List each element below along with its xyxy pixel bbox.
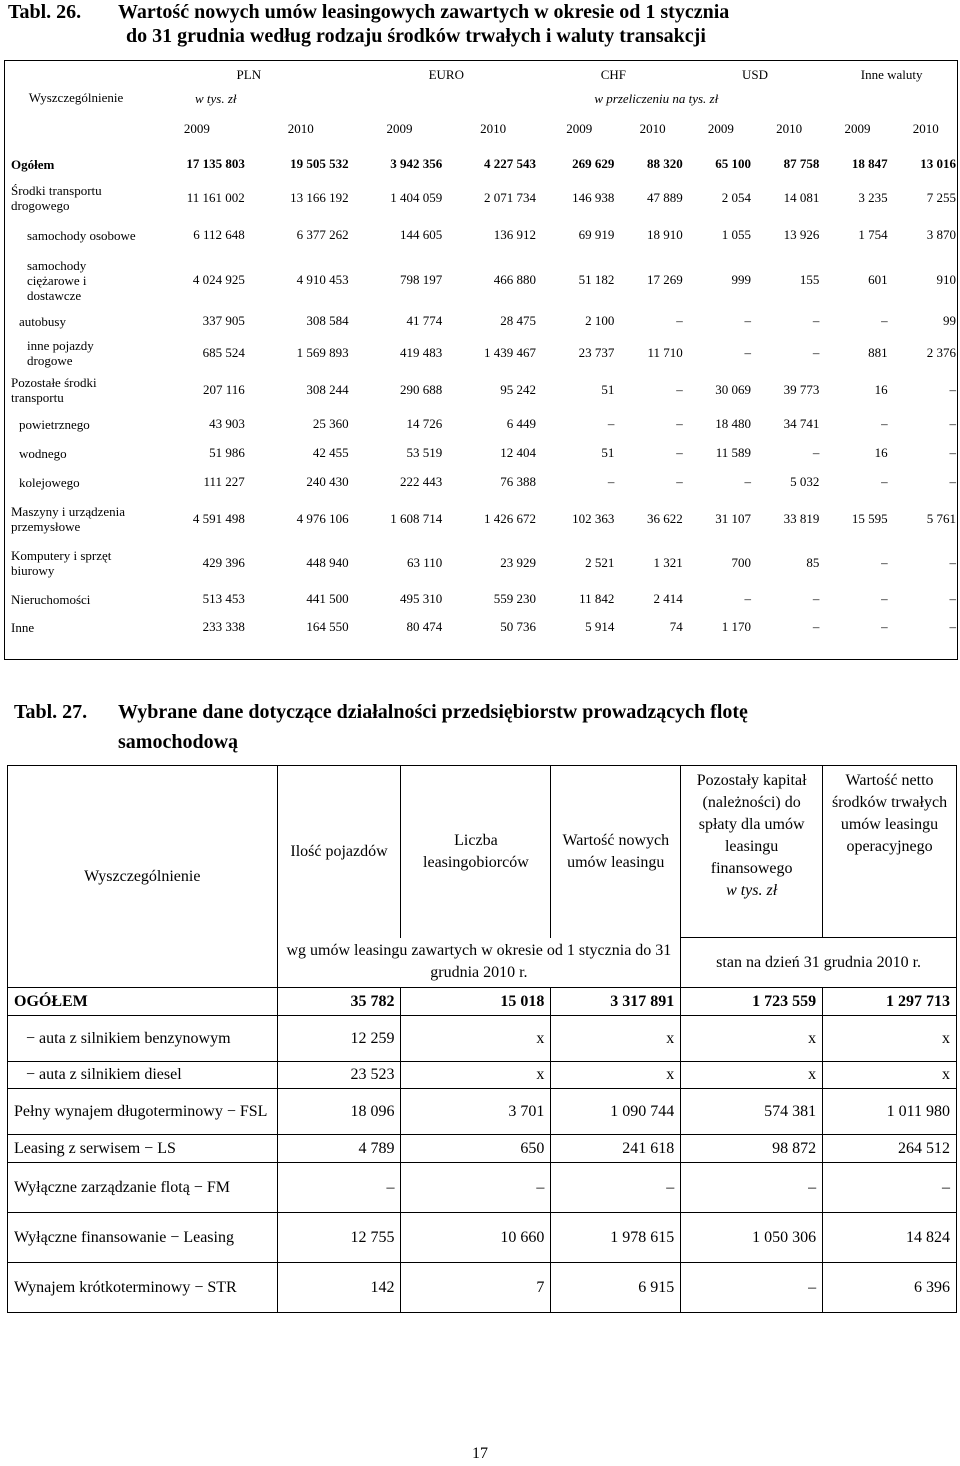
table-row <box>5 409 960 439</box>
table-cell: 111 227 <box>203 474 245 489</box>
row-label: powietrznego <box>19 416 90 432</box>
table-cell: 14 081 <box>783 190 820 205</box>
table-cell: 12 259 <box>277 1016 401 1062</box>
table-cell: 1 170 <box>721 619 752 634</box>
table-cell: 23 523 <box>277 1062 401 1089</box>
year: 2009 <box>386 121 413 136</box>
table-cell: 4 591 498 <box>192 511 245 526</box>
currency-euro: EURO <box>428 67 464 82</box>
table-cell: 308 244 <box>306 382 349 397</box>
table-cell: 13 926 <box>783 227 820 242</box>
row-label: Pozostałe środki transportu <box>11 375 97 405</box>
table-cell: – <box>676 313 683 328</box>
table-cell: 23 737 <box>578 345 615 360</box>
table-27-title-line1: Wybrane dane dotyczące działalności przedsiębiorstw prowadzących flotę <box>118 701 748 723</box>
table-cell: 7 255 <box>926 190 956 205</box>
table-27-number: Tabl. 27. <box>14 701 88 723</box>
table-row <box>5 307 960 335</box>
row-label: wodnego <box>19 445 67 461</box>
table-cell: x <box>681 1016 823 1062</box>
currency-other: Inne waluty <box>860 67 923 82</box>
table-cell: 80 474 <box>406 619 443 634</box>
table-cell: 10 660 <box>401 1213 551 1263</box>
row-label: inne pojazdy drogowe <box>27 338 94 368</box>
table-cell: – <box>881 313 888 328</box>
table-cell: 11 589 <box>715 445 752 460</box>
table-cell: 6 396 <box>823 1263 957 1313</box>
table-cell: 2 100 <box>585 313 615 328</box>
table-row <box>5 253 960 307</box>
table-cell: 146 938 <box>572 190 615 205</box>
table-cell: 14 824 <box>823 1213 957 1263</box>
table-cell: – <box>744 313 752 328</box>
table-cell: 6 377 262 <box>296 227 349 242</box>
table-cell: 69 919 <box>578 227 615 242</box>
table-cell: 51 182 <box>578 272 615 287</box>
t27-col-net-value: Wartość netto środków trwałych umów leasingu operacyjnego <box>823 766 957 938</box>
table-cell: – <box>949 474 956 489</box>
table-cell: 11 161 002 <box>186 190 245 205</box>
row-label: Nieruchomości <box>11 591 91 607</box>
table-cell: 1 439 467 <box>483 345 536 360</box>
table-cell: 18 480 <box>715 416 752 431</box>
unit-other: w przeliczeniu na tys. zł <box>594 91 719 106</box>
table-row <box>8 1062 957 1089</box>
table-cell: 33 819 <box>783 511 820 526</box>
table-cell: 495 310 <box>400 591 443 606</box>
table-cell: 269 629 <box>572 156 615 171</box>
t27-col-remaining: Pozostały kapitał (należności) do spłaty dla umów leasingu finansowego w tys. zł <box>681 766 823 938</box>
row-label: Inne <box>11 619 35 635</box>
currency-chf: CHF <box>600 67 626 82</box>
table-cell: 466 880 <box>493 272 536 287</box>
table-row <box>5 371 960 409</box>
table-cell: 308 584 <box>306 313 349 328</box>
table-cell: 11 710 <box>647 345 683 360</box>
t27-col-new-value: Wartość nowych umów leasingu <box>551 766 681 938</box>
table-cell: 88 320 <box>646 156 683 171</box>
year: 2009 <box>566 121 593 136</box>
table-cell: 14 726 <box>406 416 443 431</box>
row-label: Wynajem krótkoterminowy − STR <box>8 1263 278 1313</box>
table-cell: 28 475 <box>500 313 536 328</box>
t27-span-state: stan na dzień 31 grudnia 2010 r. <box>681 938 957 988</box>
table-cell: 35 782 <box>277 988 401 1016</box>
year: 2010 <box>639 121 666 136</box>
table-cell: 136 912 <box>493 227 536 242</box>
year: 2009 <box>844 121 871 136</box>
table-cell: – <box>823 1163 957 1213</box>
table-cell: – <box>681 1163 823 1213</box>
table-cell: – <box>881 474 888 489</box>
table-cell: 700 <box>731 555 752 570</box>
table-cell: 142 <box>277 1263 401 1313</box>
table-cell: 23 929 <box>500 555 536 570</box>
table-cell: 13 166 192 <box>290 190 349 205</box>
table-cell: 1 090 744 <box>551 1089 681 1135</box>
table-cell: 16 <box>874 382 888 397</box>
table-cell: – <box>277 1163 401 1213</box>
table-row <box>5 585 960 613</box>
table-cell: 6 112 648 <box>193 227 245 242</box>
table-cell: 3 942 356 <box>390 156 443 171</box>
table-cell: 1 723 559 <box>681 988 823 1016</box>
t27-header-label: Wyszczególnienie <box>8 766 278 988</box>
table-cell: 63 110 <box>407 555 443 570</box>
table-cell: 41 774 <box>406 313 443 328</box>
table-cell: – <box>676 382 683 397</box>
table-cell: 233 338 <box>202 619 245 634</box>
year: 2009 <box>183 121 210 136</box>
table-cell: – <box>949 619 956 634</box>
table-cell: – <box>812 345 820 360</box>
table-cell: 4 910 453 <box>296 272 349 287</box>
table-cell: 50 736 <box>500 619 536 634</box>
year: 2010 <box>776 121 803 136</box>
table-cell: 3 701 <box>401 1089 551 1135</box>
year: 2010 <box>912 121 939 136</box>
table-cell: 17 135 803 <box>186 156 245 171</box>
table-cell: 51 986 <box>209 445 245 460</box>
table-cell: x <box>823 1062 957 1089</box>
table-cell: – <box>881 619 888 634</box>
row-label: OGÓŁEM <box>8 988 278 1016</box>
year: 2010 <box>287 121 314 136</box>
table-cell: – <box>607 416 615 431</box>
table-row <box>8 1163 957 1213</box>
row-label: Leasing z serwisem − LS <box>8 1135 278 1163</box>
table-cell: 47 889 <box>646 190 683 205</box>
table-cell: 99 <box>943 313 956 328</box>
table-cell: 18 847 <box>851 156 888 171</box>
table-cell: x <box>401 1016 551 1062</box>
table-cell: – <box>949 416 956 431</box>
table-cell: 31 107 <box>715 511 752 526</box>
table-cell: 34 741 <box>783 416 820 431</box>
table-row <box>8 1089 957 1135</box>
table-cell: – <box>744 591 752 606</box>
t27-span-period: wg umów leasingu zawartych w okresie od 1 stycznia do 31 grudnia 2010 r. <box>277 938 681 988</box>
table-cell: 2 521 <box>585 555 615 570</box>
table-cell: 76 388 <box>500 474 536 489</box>
table-cell: 5 032 <box>790 474 820 489</box>
year: 2009 <box>707 121 734 136</box>
table-cell: 2 414 <box>653 591 683 606</box>
table-cell: x <box>681 1062 823 1089</box>
row-label: − auta z silnikiem benzynowym <box>8 1016 278 1062</box>
table-cell: 2 054 <box>721 190 752 205</box>
currency-pln: PLN <box>236 67 262 82</box>
t27-col-lessees: Liczba leasingobiorców <box>401 766 551 938</box>
table-cell: 419 483 <box>400 345 443 360</box>
unit-pln: w tys. zł <box>195 91 237 106</box>
table-cell: – <box>681 1263 823 1313</box>
row-label: Pełny wynajem długoterminowy − FSL <box>8 1089 278 1135</box>
table-cell: 4 227 543 <box>483 156 536 171</box>
table-row <box>5 467 960 497</box>
row-label: − auta z silnikiem diesel <box>8 1062 278 1089</box>
table-27-title-line2: samochodową <box>118 731 239 753</box>
table-cell: 574 381 <box>681 1089 823 1135</box>
table-cell: 98 872 <box>681 1135 823 1163</box>
table-cell: 51 <box>601 445 615 460</box>
table-cell: – <box>812 445 820 460</box>
table-cell: 43 903 <box>209 416 245 431</box>
row-label: Ogółem <box>11 156 55 172</box>
table-cell: – <box>881 416 888 431</box>
table-cell: – <box>607 474 615 489</box>
table-cell: x <box>401 1062 551 1089</box>
table-cell: 6 915 <box>551 1263 681 1313</box>
table-cell: 1 754 <box>858 227 888 242</box>
table-cell: 5 761 <box>926 511 956 526</box>
table-cell: 798 197 <box>400 272 443 287</box>
table-cell: 19 505 532 <box>290 156 349 171</box>
table-row <box>8 1263 957 1313</box>
table-cell: 685 524 <box>202 345 245 360</box>
table-cell: 1 426 672 <box>483 511 536 526</box>
table-cell: 1 055 <box>721 227 752 242</box>
t27-col-vehicles: Ilość pojazdów <box>277 766 401 938</box>
table-cell: – <box>949 445 956 460</box>
table-cell: 4 024 925 <box>192 272 245 287</box>
table-row <box>8 1135 957 1163</box>
table-cell: 16 <box>874 445 888 460</box>
table-cell: – <box>676 416 683 431</box>
table-cell: 1 321 <box>653 555 683 570</box>
table-cell: x <box>823 1016 957 1062</box>
table-cell: 5 914 <box>585 619 615 634</box>
table-row <box>8 1016 957 1062</box>
table-cell: – <box>812 591 820 606</box>
table-cell: 881 <box>868 345 888 360</box>
row-label: samochody ciężarowe i dostawcze <box>27 257 87 303</box>
row-label: Maszyny i urządzenia przemysłowe <box>11 504 126 534</box>
table-26-title <box>8 0 953 48</box>
table-cell: 3 317 891 <box>551 988 681 1016</box>
table-cell: – <box>676 445 683 460</box>
table-cell: 999 <box>731 272 752 287</box>
table-cell: 12 404 <box>500 445 536 460</box>
table-cell: 164 550 <box>306 619 349 634</box>
header-label: Wyszczególnienie <box>28 90 124 105</box>
table-cell: – <box>744 345 752 360</box>
table-cell: 513 453 <box>202 591 245 606</box>
table-cell: 1 011 980 <box>823 1089 957 1135</box>
table-cell: 74 <box>669 619 683 634</box>
table-cell: – <box>949 591 956 606</box>
table-cell: 7 <box>401 1263 551 1313</box>
table-cell: 11 842 <box>579 591 615 606</box>
table-cell: 1 978 615 <box>551 1213 681 1263</box>
table-cell: 241 618 <box>551 1135 681 1163</box>
table-cell: 1 608 714 <box>390 511 443 526</box>
table-cell: 13 016 <box>920 156 956 171</box>
table-cell: 910 <box>936 272 956 287</box>
table-cell: 12 755 <box>277 1213 401 1263</box>
t27-unit: w tys. zł <box>726 882 778 899</box>
table-cell: 30 069 <box>715 382 752 397</box>
table-cell: 85 <box>806 555 820 570</box>
table-cell: 17 269 <box>646 272 683 287</box>
table-row <box>8 1213 957 1263</box>
currency-usd: USD <box>742 67 769 82</box>
table-cell: 3 870 <box>926 227 956 242</box>
table-cell: 144 605 <box>400 227 443 242</box>
table-cell: 1 404 059 <box>390 190 443 205</box>
table-cell: 1 297 713 <box>823 988 957 1016</box>
table-cell: 18 910 <box>646 227 683 242</box>
row-label: Komputery i sprzęt biurowy <box>11 548 112 578</box>
table-row <box>5 217 960 253</box>
table-cell: x <box>551 1016 681 1062</box>
table-cell: 337 905 <box>202 313 245 328</box>
table-27 <box>7 765 957 1313</box>
table-cell: 15 595 <box>851 511 888 526</box>
year: 2010 <box>480 121 507 136</box>
table-cell: – <box>812 313 820 328</box>
table-cell: – <box>812 619 820 634</box>
table-row <box>5 179 960 217</box>
table-row <box>5 335 960 371</box>
table-cell: 207 116 <box>203 382 245 397</box>
table-26-number: Tabl. 26. <box>8 1 82 23</box>
table-cell: 42 455 <box>312 445 349 460</box>
table-cell: – <box>881 555 888 570</box>
table-cell: 6 449 <box>506 416 536 431</box>
table-cell: 1 050 306 <box>681 1213 823 1263</box>
table-cell: 25 360 <box>312 416 349 431</box>
table-cell: 222 443 <box>400 474 443 489</box>
table-26-title-line2: do 31 grudnia według rodzaju środków trwałych i waluty transakcji <box>126 25 706 47</box>
table-cell: 240 430 <box>306 474 349 489</box>
table-cell: 3 235 <box>858 190 888 205</box>
table-row <box>5 439 960 467</box>
table-cell: – <box>949 382 956 397</box>
table-cell: 51 <box>601 382 615 397</box>
table-cell: 4 789 <box>277 1135 401 1163</box>
row-label: Wyłączne finansowanie − Leasing <box>8 1213 278 1263</box>
table-cell: 441 500 <box>306 591 349 606</box>
table-cell: 2 071 734 <box>483 190 536 205</box>
table-cell: – <box>401 1163 551 1213</box>
row-label: kolejowego <box>19 474 80 490</box>
row-label: samochody osobowe <box>27 227 136 243</box>
table-cell: – <box>744 474 752 489</box>
table-cell: 429 396 <box>202 555 245 570</box>
table-cell: 601 <box>868 272 888 287</box>
table-cell: 65 100 <box>715 156 752 171</box>
table-row <box>8 988 957 1016</box>
table-cell: 650 <box>401 1135 551 1163</box>
table-cell: 448 940 <box>306 555 349 570</box>
page-number: 17 <box>472 1445 488 1462</box>
table-row <box>5 149 960 179</box>
table-cell: 39 773 <box>783 382 820 397</box>
table-cell: x <box>551 1062 681 1089</box>
table-cell: 53 519 <box>406 445 443 460</box>
table-cell: 264 512 <box>823 1135 957 1163</box>
table-cell: – <box>676 474 683 489</box>
table-cell: – <box>949 555 956 570</box>
row-label: Wyłączne zarządzanie flotą − FM <box>8 1163 278 1213</box>
table-cell: 4 976 106 <box>296 511 349 526</box>
table-cell: 95 242 <box>500 382 536 397</box>
table-26 <box>5 61 960 641</box>
table-row <box>5 541 960 585</box>
table-row <box>5 613 960 641</box>
table-cell: 1 569 893 <box>296 345 349 360</box>
table-cell: 290 688 <box>400 382 443 397</box>
table-cell: 15 018 <box>401 988 551 1016</box>
table-cell: 155 <box>799 272 820 287</box>
table-cell: 102 363 <box>572 511 615 526</box>
row-label: Środki transportu drogowego <box>11 183 102 213</box>
table-row <box>5 497 960 541</box>
table-27-title <box>14 700 954 754</box>
table-cell: – <box>551 1163 681 1213</box>
table-cell: 87 758 <box>783 156 820 171</box>
table-cell: 36 622 <box>646 511 683 526</box>
table-26-title-line1: Wartość nowych umów leasingowych zawartych w okresie od 1 stycznia <box>118 1 730 23</box>
table-cell: – <box>881 591 888 606</box>
table-cell: 2 376 <box>926 345 956 360</box>
table-cell: 18 096 <box>277 1089 401 1135</box>
row-label: autobusy <box>19 313 66 329</box>
table-cell: 559 230 <box>493 591 536 606</box>
